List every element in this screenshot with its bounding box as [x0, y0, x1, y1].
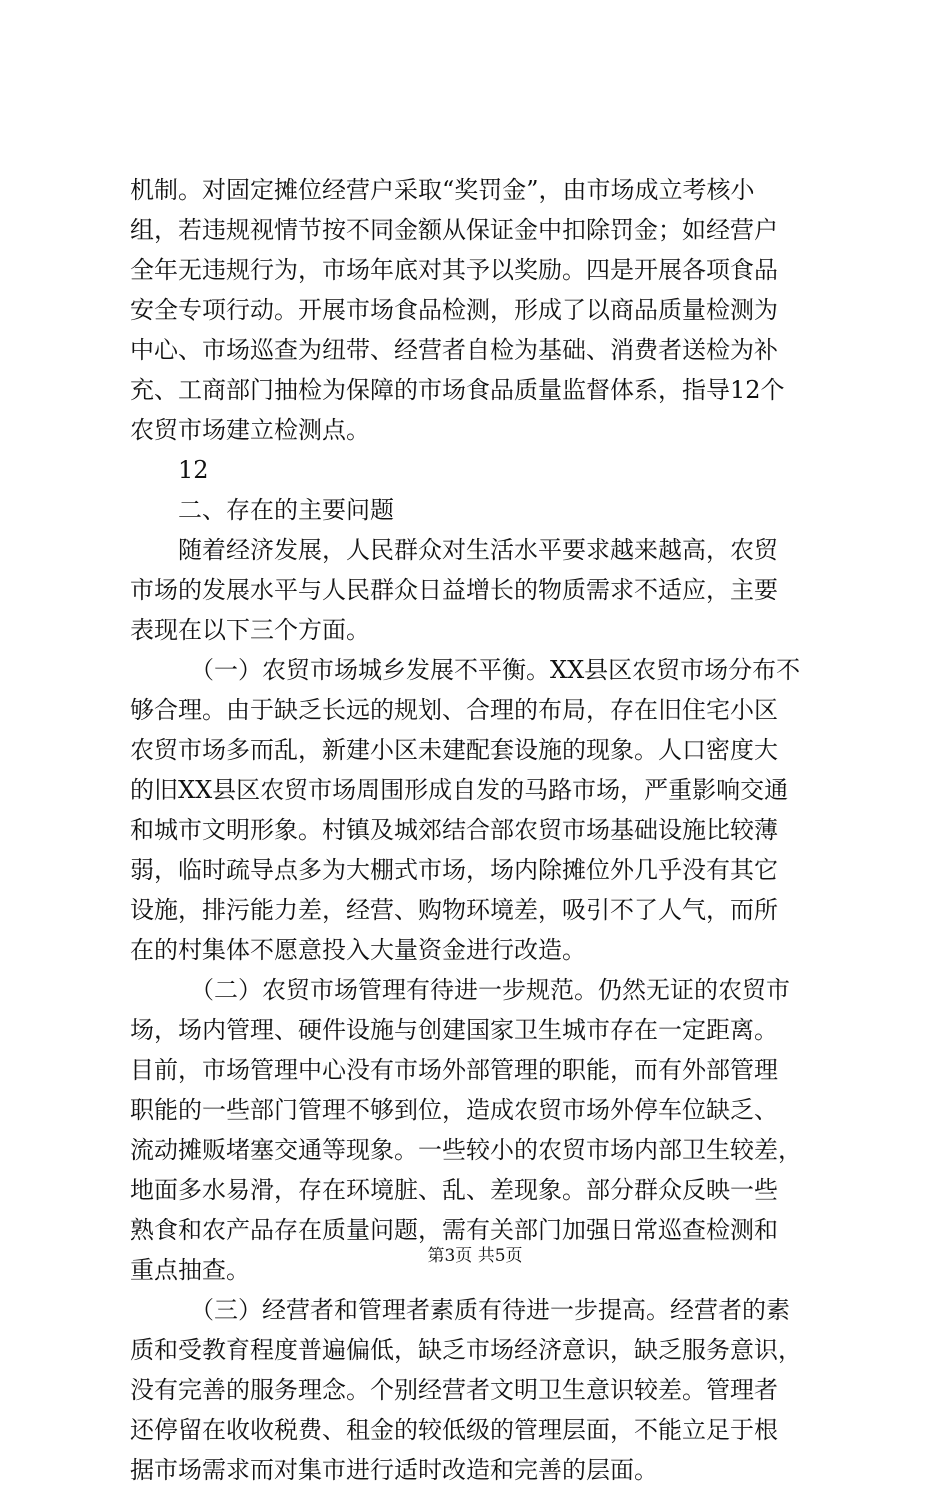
- text-line: 的旧XX县区农贸市场周围形成自发的马路市场，严重影响交通: [130, 776, 789, 804]
- page-footer: [0, 1244, 950, 1268]
- text-line: 充、工商部门抽检为保障的市场食品质量监督体系，指导12个: [130, 376, 785, 404]
- subsection-heading: （二）农贸市场管理有待进一步规范。仍然无证的农贸市: [190, 976, 790, 1004]
- text-line: 熟食和农产品存在质量问题，需有关部门加强日常巡查检测和: [130, 1216, 778, 1244]
- text-line: 流动摊贩堵塞交通等现象。一些较小的农贸市场内部卫生较差，: [130, 1136, 802, 1164]
- text-line: 设施，排污能力差，经营、购物环境差，吸引不了人气，而所: [130, 896, 778, 924]
- text-line: 场，场内管理、硬件设施与创建国家卫生城市存在一定距离。: [130, 1016, 778, 1044]
- page-counter: 第3页 共5页: [427, 1246, 523, 1266]
- text-line: 弱，临时疏导点多为大棚式市场，场内除摊位外几乎没有其它: [130, 856, 778, 884]
- subsection-heading: （三）经营者和管理者素质有待进一步提高。经营者的素: [190, 1296, 790, 1324]
- text-line: 农贸市场多而乱，新建小区未建配套设施的现象。人口密度大: [130, 736, 778, 764]
- text-line: 职能的一些部门管理不够到位，造成农贸市场外停车位缺乏、: [130, 1096, 778, 1124]
- text-line: 质和受教育程度普遍偏低，缺乏市场经济意识，缺乏服务意识，: [130, 1336, 802, 1364]
- text-line: 中心、市场巡查为纽带、经营者自检为基础、消费者送检为补: [130, 336, 778, 364]
- text-line: 市场的发展水平与人民群众日益增长的物质需求不适应，主要: [130, 576, 778, 604]
- text-line: 农贸市场建立检测点。: [130, 416, 370, 444]
- paragraph-start: 随着经济发展，人民群众对生活水平要求越来越高，农贸: [178, 536, 778, 564]
- text-line: 地面多水易滑，存在环境脏、乱、差现象。部分群众反映一些: [130, 1176, 778, 1204]
- text-line: 表现在以下三个方面。: [130, 616, 370, 644]
- subsection-heading: （一）农贸市场城乡发展不平衡。XX县区农贸市场分布不: [190, 656, 801, 684]
- page-number-inline: 12: [178, 456, 209, 484]
- section-heading: 二、存在的主要问题: [178, 496, 394, 524]
- text-line: 重点抽查。: [130, 1256, 250, 1284]
- text-line: 组，若违规视情节按不同金额从保证金中扣除罚金；如经营户: [130, 216, 778, 244]
- text-line: 和城市文明形象。村镇及城郊结合部农贸市场基础设施比较薄: [130, 816, 778, 844]
- text-line: 安全专项行动。开展市场食品检测，形成了以商品质量检测为: [130, 296, 778, 324]
- text-line: 没有完善的服务理念。个别经营者文明卫生意识较差。管理者: [130, 1376, 778, 1404]
- text-line: 目前，市场管理中心没有市场外部管理的职能，而有外部管理: [130, 1056, 778, 1084]
- text-line: 机制。对固定摊位经营户采取“奖罚金”，由市场成立考核小: [130, 176, 755, 204]
- text-line: 在的村集体不愿意投入大量资金进行改造。: [130, 936, 586, 964]
- document-body: [130, 170, 830, 1490]
- text-line: 还停留在收收税费、租金的较低级的管理层面，不能立足于根: [130, 1416, 778, 1444]
- text-line: 据市场需求而对集市进行适时改造和完善的层面。: [130, 1456, 658, 1484]
- text-line: 全年无违规行为，市场年底对其予以奖励。四是开展各项食品: [130, 256, 778, 284]
- text-line: 够合理。由于缺乏长远的规划、合理的布局，存在旧住宅小区: [130, 696, 778, 724]
